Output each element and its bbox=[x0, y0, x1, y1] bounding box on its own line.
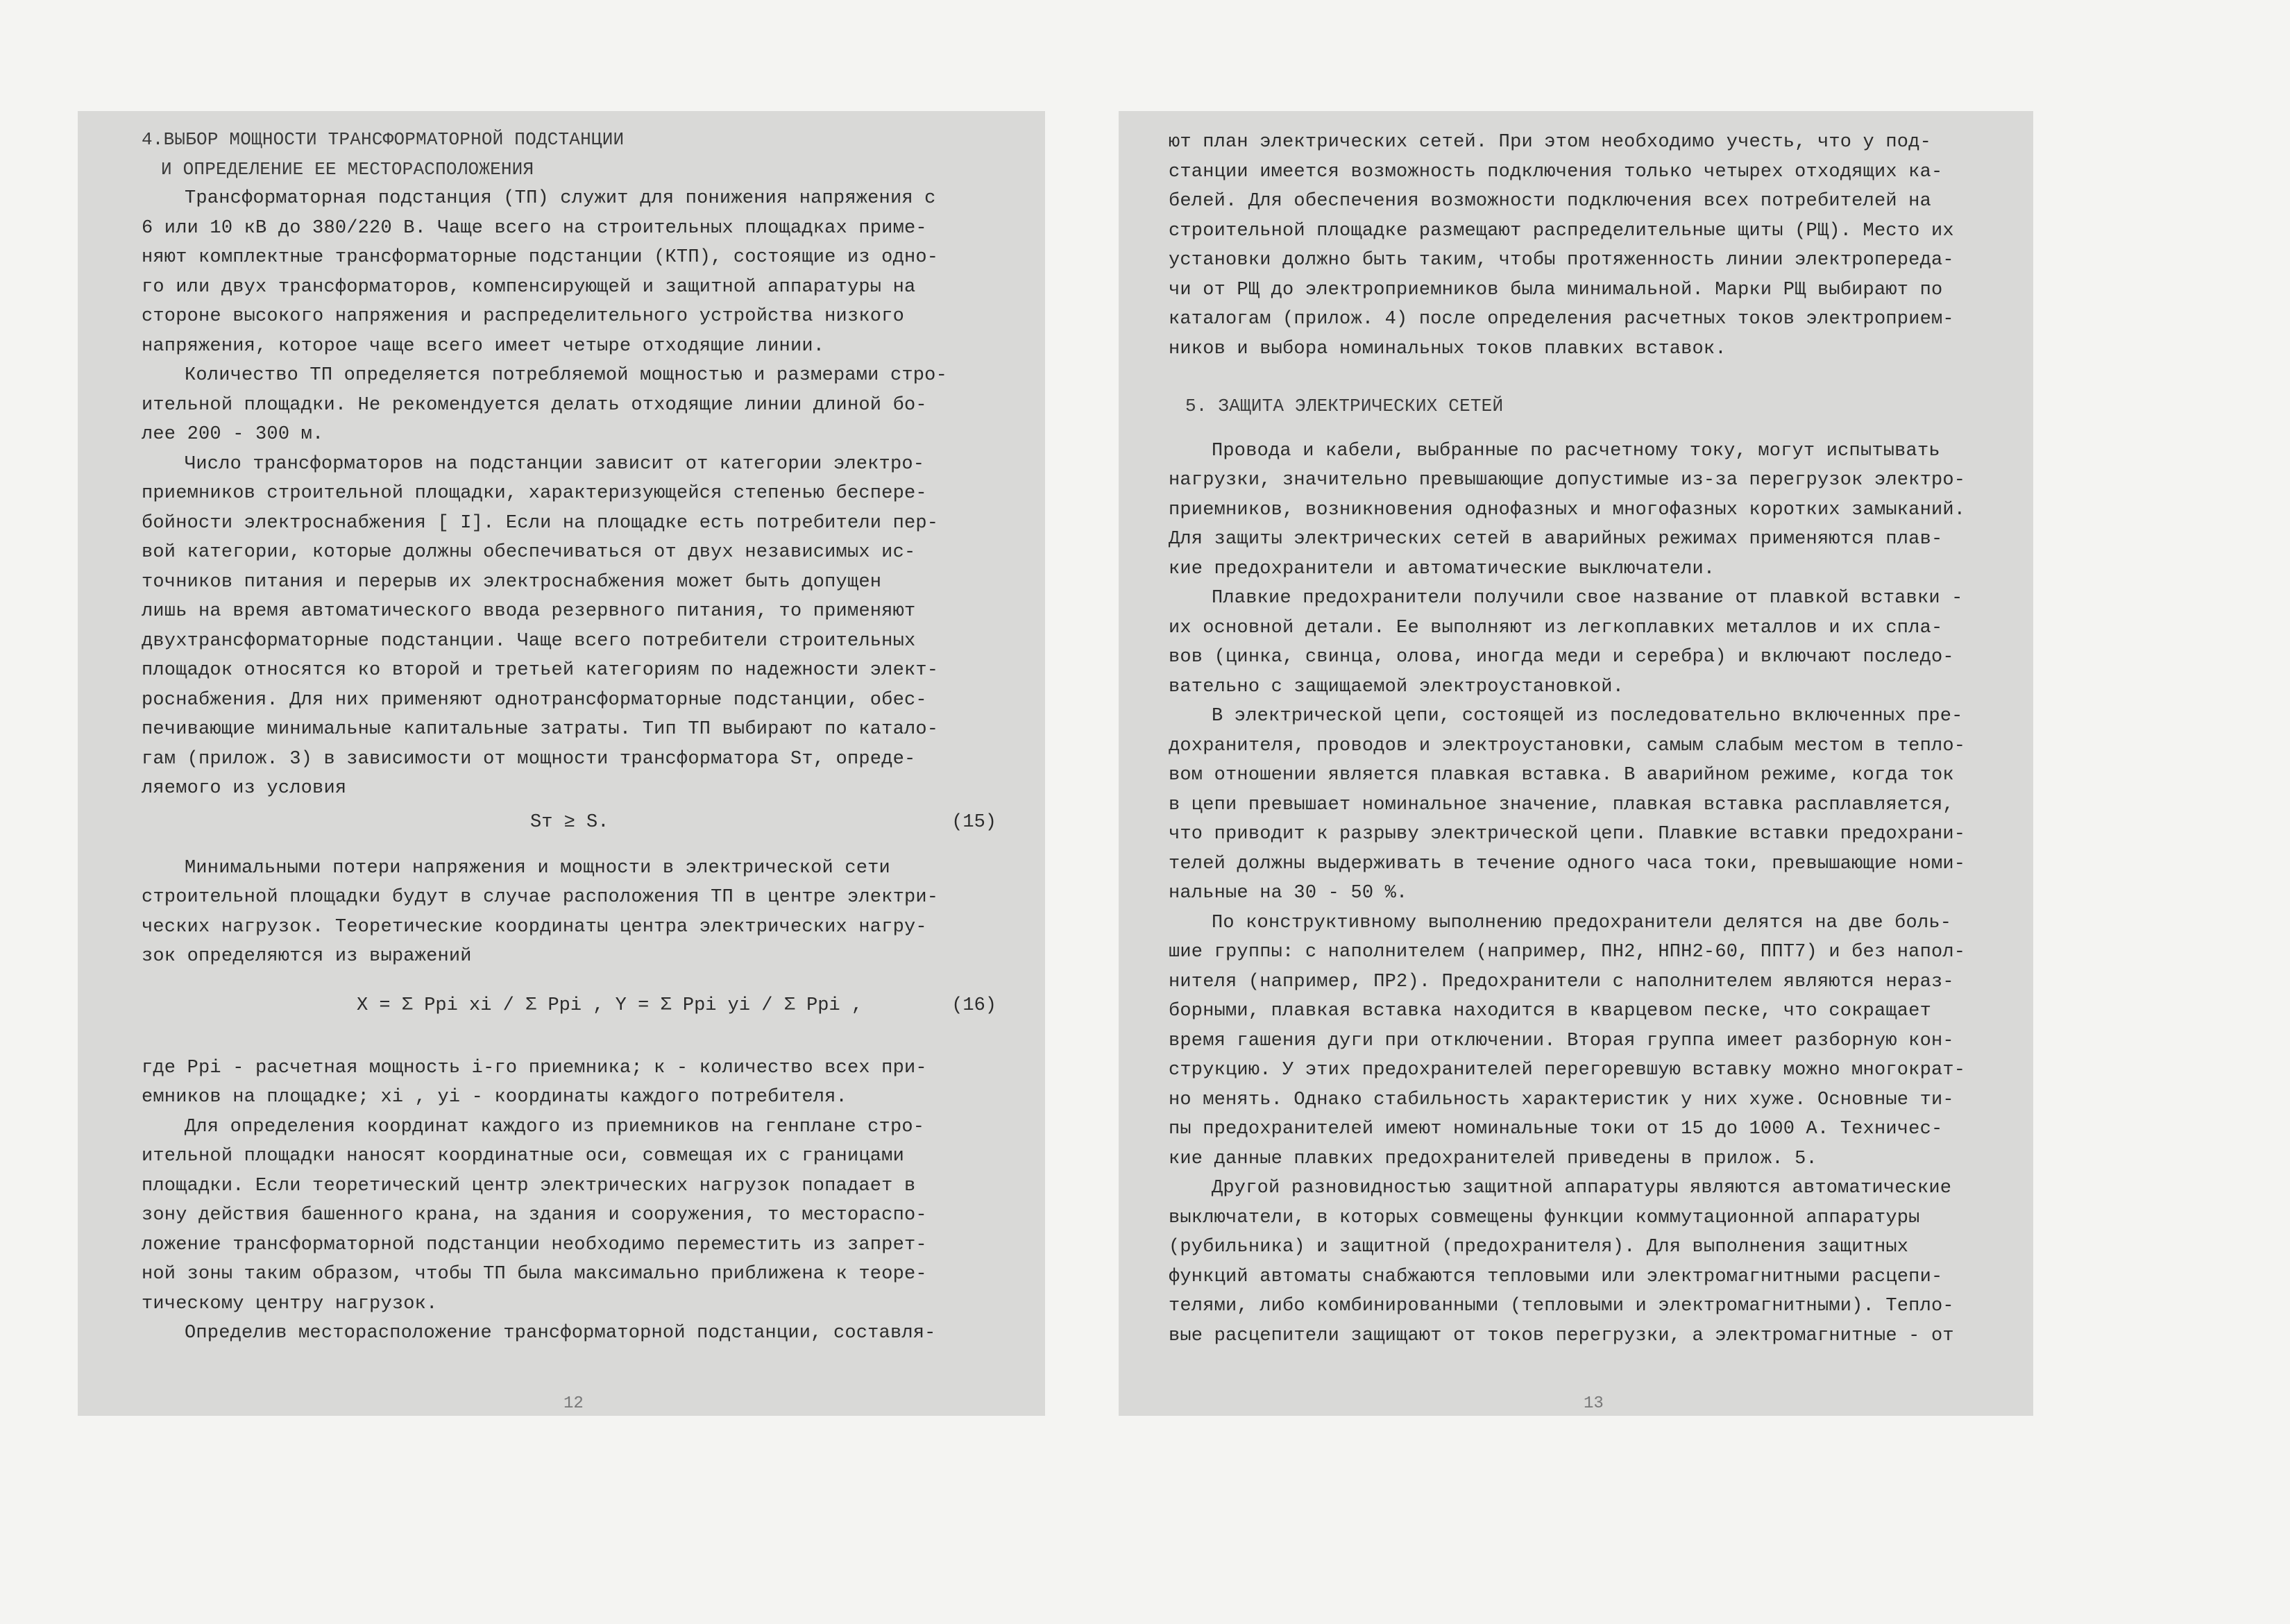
paragraph: Определив месторасположение трансформаторной подстанции, составля- bbox=[185, 1323, 936, 1344]
page-number: 13 bbox=[1584, 1394, 1604, 1413]
paragraph: Количество ТП определяется потребляемой мощностью и размерами стро- ительной площадки. Не рекомендуется делать отходящие линии длиной бо- лее 200 - 300 м. bbox=[142, 365, 947, 445]
formula-15 bbox=[142, 804, 996, 854]
right-page bbox=[1119, 111, 2033, 1416]
paragraph: В электрической цепи, состоящей из последовательно включенных пре- дохранителя, проводов и электроустановки, самым слабым местом в тепло- вом отношении является плавкая вставка. В аварийном режиме, когда ток в цепи превышает номинальное значение, плавкая вставка расплавляется, что приводит к разрыву электрической цепи. Плавкие вставки предохрани- телей должны выдерживать в течение одного часа токи, превышающие номи- нальные на 30 - 50 %. bbox=[1169, 706, 1966, 904]
paragraph: Плавкие предохранители получили свое название от плавкой вставки - их основной детали. Ее выполняют из легкоплавких металлов и их спла- вов (цинка, свинца, олова, иногда меди и серебра) и включают последо- вательно с защищаемой электроустановкой. bbox=[1169, 588, 1963, 697]
paragraph: Число трансформаторов на подстанции зависит от категории электро- приемников строительной площадки, характеризующейся степенью беспере- бойности электроснабжения [ I]. Если на площадке есть потребители пер- вой категории, которые должны обеспечиваться от двух независимых ис- точников питания и перерыв их электроснабжения может быть допущен лишь на время автоматического ввода резервного питания, то применяют двухтрансформаторные подстанции. Чаще всего потребители строительных площадок относятся ко второй и третьей категориям по надежности элект- роснабжения. Для них применяют однотрансформаторные подстанции, обес- печивающие минимальные капитальные затраты. Тип ТП выбирают по катало- гам (прилож. 3) в зависимости от мощности трансформатора Sт, опреде- ляемого из условия bbox=[142, 453, 939, 799]
left-page bbox=[78, 111, 1045, 1416]
paragraph: По конструктивному выполнению предохранители делятся на две боль- шие группы: с наполнителем (например, ПН2, НПН2-60, ППТ7) и без напол- нителя (например, ПР2). Предохранители с наполнителем являются нераз- борными, плавкая вставка находится в кварцевом песке, что сокращает время гашения дуги при отключении. Вторая группа имеет разборную кон- струкцию. У этих предохранителей перегоревшую вставку можно многократ- но менять. Однако стабильность характеристик у них хуже. Основные ти- пы предохранителей имеют номинальные токи от 15 до 1000 А. Техничес- кие данные плавких предохранителей приведены в прилож. 5. bbox=[1169, 912, 1966, 1169]
formula-15-number: (15) bbox=[951, 811, 996, 833]
formula-15-expression: Sт ≥ S. bbox=[530, 811, 609, 833]
paragraph: Для определения координат каждого из приемников на генплане стро- ительной площадки наносят координатные оси, совмещая их с границами площадки. Если теоретический центр электрических нагрузок попадает в зону действия башенного крана, на здания и сооружения, то местораспо- ложение трансформаторной подстанции необходимо переместить из запрет- ной зоны таким образом, чтобы ТП была максимально приближена к теоре- тическому центру нагрузок. bbox=[142, 1116, 927, 1314]
page-number: 12 bbox=[563, 1394, 584, 1413]
paragraph: Провода и кабели, выбранные по расчетному току, могут испытывать нагрузки, значительно превышающие допустимые из-за перегрузок электро- приемников, возникновения однофазных и многофазных коротких замыканий. Для защиты электрических сетей в аварийных режимах применяются плав- кие предохранители и автоматические выключатели. bbox=[1169, 440, 1966, 580]
formula-16 bbox=[142, 972, 996, 1054]
paragraph: Трансформаторная подстанция (ТП) служит для понижения напряжения с 6 или 10 кВ до 380/220 В. Чаще всего на строительных площадках приме- няют комплектные трансформаторные подстанции (КТП), состоящие из одно- го или двух трансформаторов, компенсирующей и защитной аппаратуры на стороне высокого напряжения и распределительного устройства низкого напряжения, которое чаще всего имеет четыре отходящие линии. bbox=[142, 188, 939, 357]
paragraph: где Ppi - расчетная мощность i-го приемника; к - количество всех при- емников на площадке; xi , yi - координаты каждого потребителя. bbox=[142, 1057, 927, 1108]
section-4-heading-line2: И ОПРЕДЕЛЕНИЕ ЕЕ МЕСТОРАСПОЛОЖЕНИЯ bbox=[161, 158, 534, 180]
formula-16-number: (16) bbox=[951, 995, 996, 1016]
formula-16-expression: X = Σ Ppi xi / Σ Ppi , Y = Σ Ppi yi / Σ Ppi , bbox=[357, 995, 863, 1016]
paragraph: ют план электрических сетей. При этом необходимо учесть, что у под- станции имеется возможность подключения только четырех отходящих ка- белей. Для обеспечения возможности подключения всех потребителей на строительной площадке размещают распределительные щиты (РЩ). Место их установки должно быть таким, чтобы протяженность линии электропереда- чи от РЩ до электроприемников была минимальной. Марки РЩ выбирают по каталогам (прилож. 4) после определения расчетных токов электроприем- ников и выбора номинальных токов плавких вставок. bbox=[1169, 132, 1954, 360]
section-5-heading: 5. ЗАЩИТА ЭЛЕКТРИЧЕСКИХ СЕТЕЙ bbox=[1185, 396, 1504, 416]
section-4-heading-line1: 4.ВЫБОР МОЩНОСТИ ТРАНСФОРМАТОРНОЙ ПОДСТАНЦИИ bbox=[142, 129, 625, 150]
paragraph: Минимальными потери напряжения и мощности в электрической сети строительной площадки будут в случае расположения ТП в центре электри- ческих нагрузок. Теоретические координаты центра электрических нагру- зок определяются из выражений bbox=[142, 857, 939, 967]
paragraph: Другой разновидностью защитной аппаратуры являются автоматические выключатели, в которых совмещены функции коммутационной аппаратуры (рубильника) и защитной (предохранителя). Для выполнения защитных функций автоматы снабжаются тепловыми или электромагнитными расцепи- телями, либо комбинированными (тепловыми и электромагнитными). Тепло- вые расцепители защищают от токов перегрузки, а электромагнитные - от bbox=[1169, 1178, 1954, 1346]
